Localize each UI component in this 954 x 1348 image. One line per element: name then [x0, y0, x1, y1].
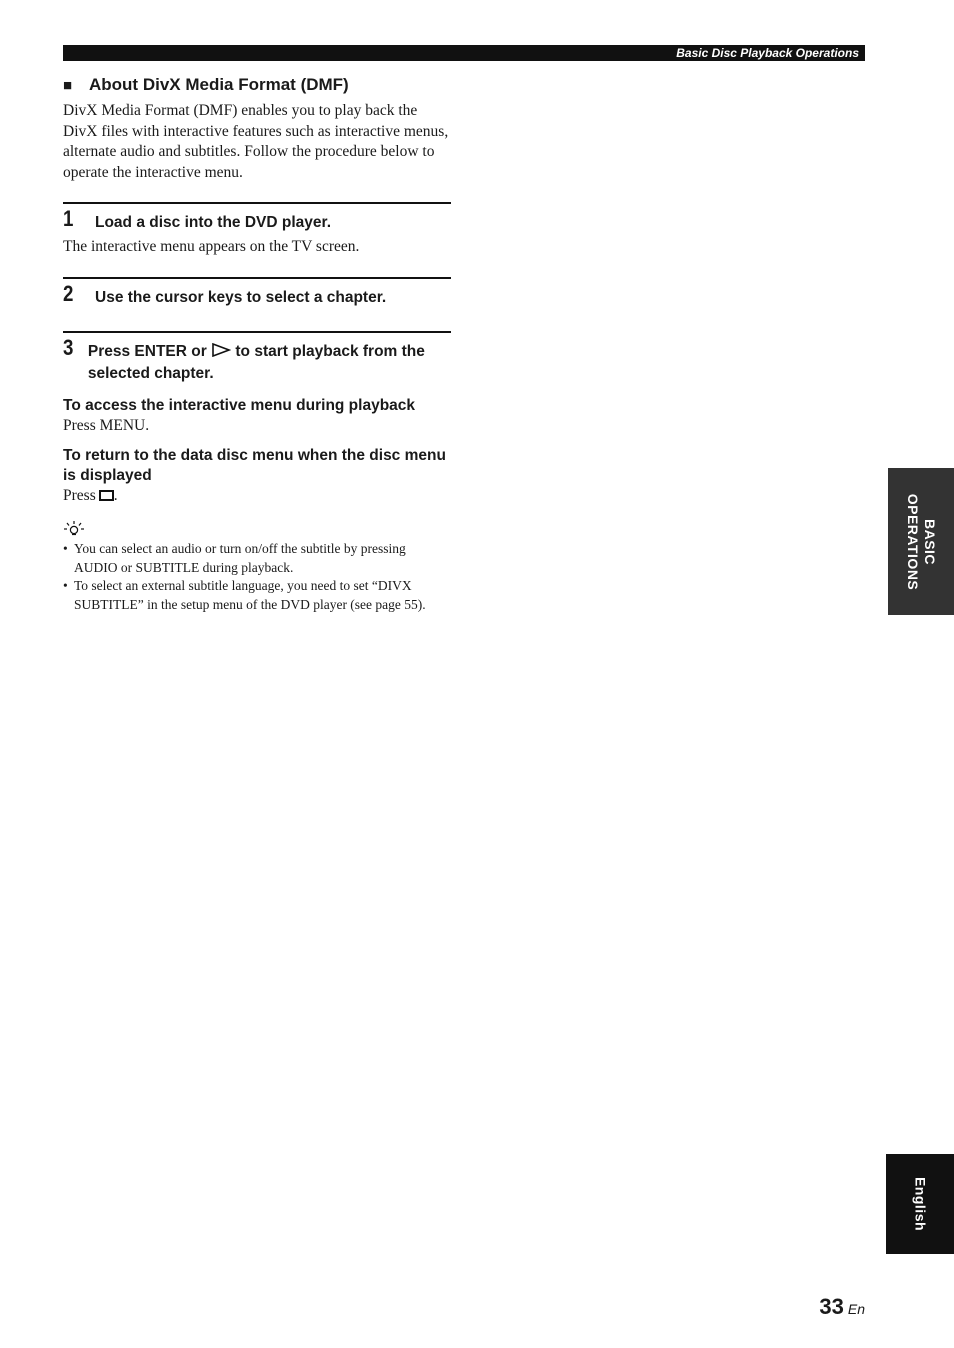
- access-block: [63, 396, 451, 437]
- lightbulb-hint-icon: [63, 520, 85, 536]
- step-2: [63, 277, 451, 309]
- step-1-text: Load a disc into the DVD player.: [95, 214, 331, 231]
- stop-square-icon: [99, 490, 114, 501]
- access-body: Press MENU.: [63, 417, 150, 434]
- section-intro: DivX Media Format (DMF) enables you to play back the DivX files with interactive features such as interactive menus, alternate audio and subtitles. Follow the procedure below to operate the interactive menu.: [63, 102, 449, 181]
- step-3-text-before: Press ENTER or: [87, 343, 207, 360]
- side-tab-english: [886, 1154, 954, 1254]
- main-column: [63, 74, 451, 614]
- step-2-number: 2: [63, 281, 74, 306]
- side-tab-basic-label: [904, 493, 938, 590]
- step-1-description: The interactive menu appears on the TV screen.: [63, 238, 360, 255]
- section-title-text: About DivX Media Format (DMF): [89, 75, 349, 94]
- play-triangle-icon: [211, 343, 231, 357]
- page-language: En: [847, 1301, 865, 1317]
- section-bullet: ■: [63, 77, 73, 94]
- side-tab-basic-line1: BASIC: [922, 518, 938, 565]
- side-tab-basic-operations: [888, 468, 954, 615]
- step-3-number: 3: [63, 335, 74, 360]
- section-title: [63, 74, 451, 97]
- return-body-before: Press: [63, 486, 96, 504]
- step-2-text: Use the cursor keys to select a chapter.: [95, 289, 387, 306]
- step-3: [63, 331, 451, 385]
- side-tab-basic-line2: OPERATIONS: [905, 493, 921, 590]
- return-body-after: .: [113, 486, 118, 504]
- page-number: [819, 1294, 865, 1320]
- return-block: [63, 446, 451, 507]
- header-bar: [63, 45, 865, 61]
- side-tab-english-label: English: [912, 1176, 929, 1232]
- step-3-text: [88, 337, 451, 385]
- access-heading: To access the interactive menu during playback: [63, 397, 416, 414]
- note-item: • To select an external subtitle language, you need to set “DIVX SUBTITLE” in the setup menu of the DVD player (see page 55).: [63, 577, 451, 614]
- step-1: [63, 202, 451, 234]
- return-heading: To return to the data disc menu when the disc menu is displayed: [63, 446, 446, 484]
- header-title: Basic Disc Playback Operations: [676, 46, 859, 60]
- step-1-number: 1: [63, 206, 74, 231]
- notes-list: [63, 540, 451, 614]
- step-3-text-after: to start playback from the selected chapter.: [87, 343, 425, 382]
- return-body: [63, 486, 451, 507]
- page-number-value: 33: [819, 1294, 844, 1319]
- note-item: • You can select an audio or turn on/off the subtitle by pressing AUDIO or SUBTITLE during playback.: [63, 540, 451, 577]
